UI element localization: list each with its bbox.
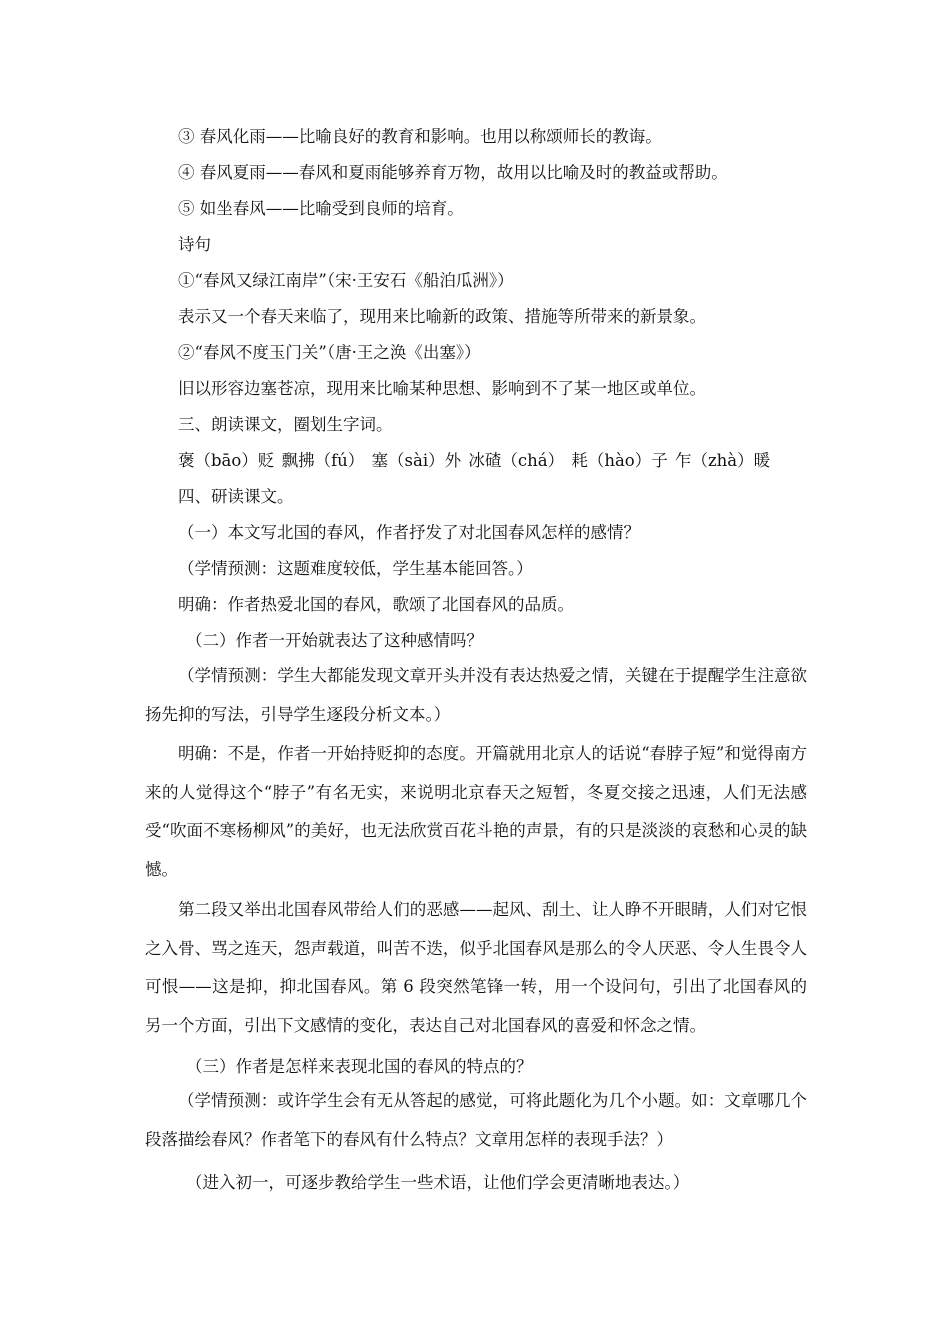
poem-heading: 诗句 <box>178 235 211 254</box>
answer-1: 明确：作者热爱北国的春风，歌颂了北国春风的品质。 <box>178 595 574 614</box>
section-4-heading: 四、研读课文。 <box>178 487 294 506</box>
teaching-note: （进入初一，可逐步教给学生一些术语，让他们学会更清晰地表达。） <box>186 1173 690 1192</box>
poem-line-1: ①“春风又绿江南岸”（宋·王安石《船泊瓜洲》） <box>178 271 514 290</box>
question-1: （一）本文写北国的春风，作者抒发了对北国春风怎样的感情？ <box>178 523 640 542</box>
prediction-1: （学情预测：这题难度较低，学生基本能回答。） <box>178 559 533 578</box>
idiom-line-5: ⑤ 如坐春风——比喻受到良师的培育。 <box>178 199 464 218</box>
analysis-paragraph: 第二段又举出北国春风带给人们的恶感——起风、刮土、让人睁不开眼睛，人们对它恨之入骨、骂之连天，怨声载道，叫苦不迭，似乎北国春风是那么的令人厌恶、令人生畏令人可恨——这是抑，抑北国春风。第 6 段突然笔锋一转，用一个设问句，引出了北国春风的另一个方面，引出下文感情的变化，表达自己对北国春风的喜爱和怀念之情。 <box>145 900 807 1035</box>
prediction-2-paragraph: （学情预测：学生大都能发现文章开头并没有表达热爱之情，关键在于提醒学生注意欲扬先抑的写法，引导学生逐段分析文本。） <box>145 666 807 724</box>
idiom-line-3: ③ 春风化雨——比喻良好的教育和影响。也用以称颂师长的教诲。 <box>178 127 662 146</box>
idiom-line-4: ④ 春风夏雨——春风和夏雨能够养育万物，故用以比喻及时的教益或帮助。 <box>178 163 728 182</box>
poem-explanation-1: 表示又一个春天来临了，现用来比喻新的政策、措施等所带来的新景象。 <box>178 307 706 326</box>
question-2: （二）作者一开始就表达了这种感情吗？ <box>186 631 483 650</box>
poem-explanation-2: 旧以形容边塞苍凉，现用来比喻某种思想、影响到不了某一地区或单位。 <box>178 379 706 398</box>
poem-line-2: ②“春风不度玉门关”（唐·王之涣《出塞》） <box>178 343 481 362</box>
section-3-heading: 三、朗读课文，圈划生字词。 <box>178 415 393 434</box>
question-3: （三）作者是怎样来表现北国的春风的特点的？ <box>186 1057 533 1076</box>
answer-2-paragraph: 明确：不是，作者一开始持贬抑的态度。开篇就用北京人的话说“春脖子短”和觉得南方来的人觉得这个“脖子”有名无实，来说明北京春天之短暂，冬夏交接之迅速，人们无法感受“吹面不寒杨柳风”的美好，也无法欣赏百花斗艳的声景，有的只是淡淡的哀愁和心灵的缺憾。 <box>145 744 807 879</box>
vocabulary-line: 褒（bāo）贬 飘拂（fú） 塞（sài）外 冰碴（chá） 耗（hào）子 乍（zhà）暖 <box>178 451 771 470</box>
prediction-3-paragraph: （学情预测：或许学生会有无从答起的感觉，可将此题化为几个小题。如：文章哪几个段落描绘春风？作者笔下的春风有什么特点？文章用怎样的表现手法？） <box>145 1091 807 1149</box>
